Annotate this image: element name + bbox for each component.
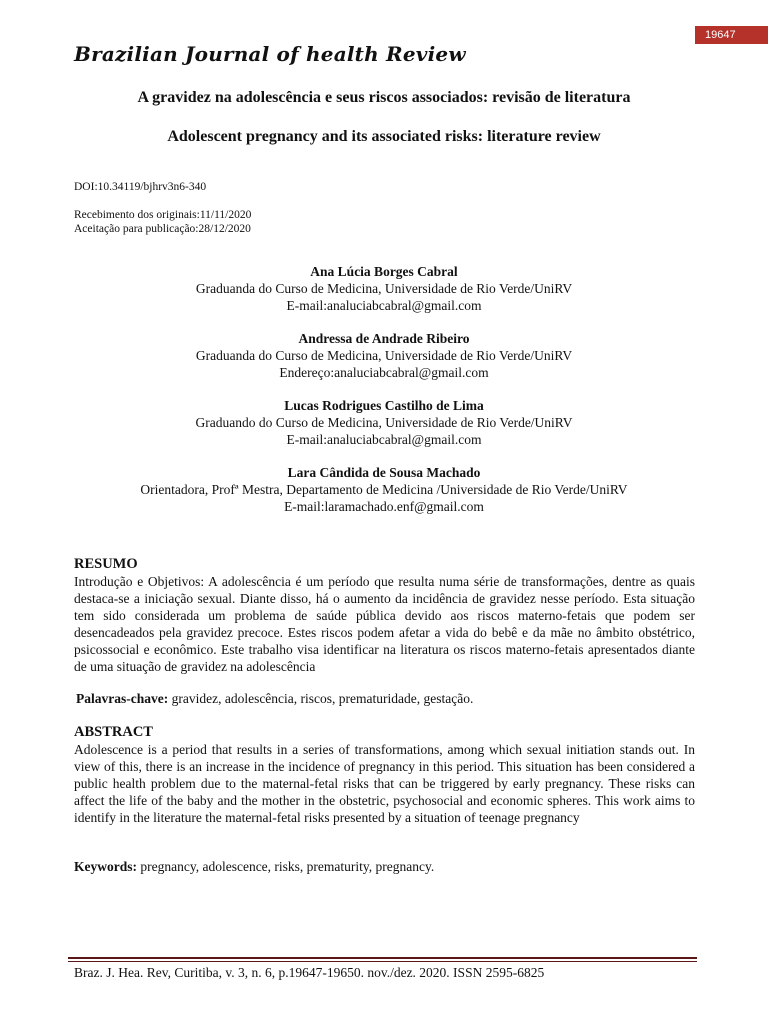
author-name: Lucas Rodrigues Castilho de Lima <box>284 398 484 413</box>
footer-divider-thin <box>68 961 697 962</box>
accepted-date: Aceitação para publicação:28/12/2020 <box>74 223 251 235</box>
author-contact: E-mail:laramachado.enf@gmail.com <box>284 499 484 514</box>
author-name: Andressa de Andrade Ribeiro <box>298 331 470 346</box>
author-block <box>0 464 768 515</box>
doi: DOI:10.34119/bjhrv3n6-340 <box>74 181 207 193</box>
palavras-chave <box>76 690 697 707</box>
author-list <box>0 263 768 531</box>
author-contact: E-mail:analuciabcabral@gmail.com <box>286 432 482 447</box>
author-affiliation: Orientadora, Profª Mestra, Departamento de Medicina /Universidade de Rio Verde/UniRV <box>140 482 628 497</box>
abstract-heading: ABSTRACT <box>74 724 153 740</box>
author-affiliation: Graduanda do Curso de Medicina, Universidade de Rio Verde/UniRV <box>195 281 573 296</box>
footer-divider <box>68 957 697 959</box>
palavras-chave-value: gravidez, adolescência, riscos, prematuridade, gestação. <box>168 691 474 706</box>
resumo-body: Introdução e Objetivos: A adolescência é um período que resulta numa série de transformações, dentre as quais destaca-se a iniciação sexual. Diante disso, há o aumento da incidência de gravidez nesse período. Esta situação tem sido considerada um problema de saúde pública devido aos riscos materno-fetais que podem ser desencadeados pela gravidez precoce. Estes riscos podem afetar a vida do bebê e da mãe no âmbito obstétrico, psicossocial e econômico. Este trabalho visa identificar na literatura os riscos materno-fetais apresentados diante de uma situação de gravidez na adolescência <box>74 574 695 674</box>
article-title-english: Adolescent pregnancy and its associated risks: literature review <box>167 128 601 145</box>
article-title-portuguese: A gravidez na adolescência e seus riscos associados: revisão de literatura <box>137 89 631 106</box>
resumo-heading: RESUMO <box>74 556 138 572</box>
author-affiliation: Graduando do Curso de Medicina, Universidade de Rio Verde/UniRV <box>195 415 573 430</box>
author-block <box>0 330 768 381</box>
author-contact: E-mail:analuciabcabral@gmail.com <box>286 298 482 313</box>
author-block <box>0 397 768 448</box>
keywords-label: Keywords: <box>74 859 137 874</box>
footer-citation: Braz. J. Hea. Rev, Curitiba, v. 3, n. 6, p.19647-19650. nov./dez. 2020. ISSN 2595-6825 <box>74 965 545 980</box>
author-name: Lara Cândida de Sousa Machado <box>287 465 481 480</box>
received-date: Recebimento dos originais:11/11/2020 <box>74 209 252 221</box>
journal-title: Brazilian Journal of health Review <box>74 42 466 66</box>
page-number-badge: 19647 <box>695 26 768 44</box>
author-contact: Endereço:analuciabcabral@gmail.com <box>279 365 489 380</box>
abstract-body: Adolescence is a period that results in a series of transformations, among which sexual initiation stands out. In view of this, there is an increase in the incidence of pregnancy in this period. This situation has been considered a public health problem due to the maternal-fetal risks that can be triggered by early pregnancy. These risks can affect the life of the baby and the mother in the obstetric, psychosocial and economic spheres. This work aims to identify in the literature the maternal-fetal risks presented by a situation of teenage pregnancy <box>74 742 695 825</box>
author-block <box>0 263 768 314</box>
keywords <box>74 858 695 875</box>
submission-dates <box>74 208 251 236</box>
author-name: Ana Lúcia Borges Cabral <box>310 264 458 279</box>
keywords-value: pregnancy, adolescence, risks, prematurity, pregnancy. <box>137 859 435 874</box>
resumo-section <box>74 556 695 675</box>
author-affiliation: Graduanda do Curso de Medicina, Universidade de Rio Verde/UniRV <box>195 348 573 363</box>
palavras-chave-label: Palavras-chave: <box>76 691 169 706</box>
abstract-section <box>74 724 695 826</box>
